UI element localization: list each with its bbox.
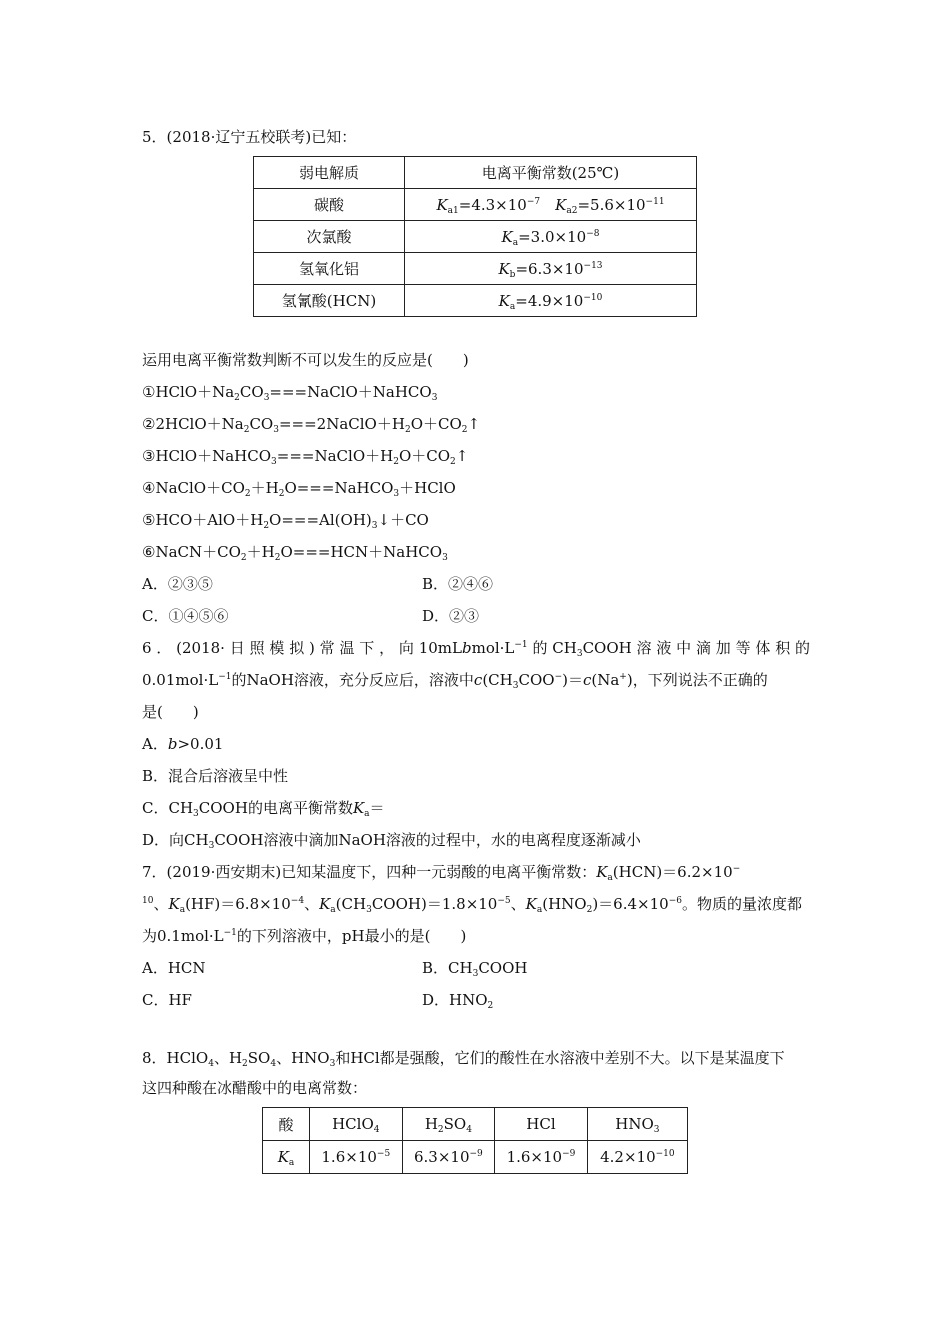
table-cell: $K_b=6.3\times 10^{-13}$ <box>405 253 697 285</box>
q5-header: 5．(2018·辽宁五校联考)已知： <box>142 128 357 146</box>
table-row <box>263 1141 688 1174</box>
q6-stem-line-2: $0.01mol\cdot L^{-1}$的NaOH溶液，充分反应后，溶液中$c(CH_3COO^-)=c(Na^+)$，下列说法不正确的 <box>142 671 768 691</box>
table-header-cell: 弱电解质 <box>254 157 405 189</box>
q5-reaction-3: $③HClO+NaHCO_3===NaClO+H_2O+CO_2↑$ <box>142 447 469 467</box>
table-row <box>254 189 697 221</box>
q5-option-b: B．②④⑥ <box>422 575 494 593</box>
table-cell: 氢氰酸(HCN) <box>254 285 405 317</box>
q5-question: 运用电离平衡常数判断不可以发生的反应是( ) <box>142 351 469 369</box>
q8-stem-line-1: 8．HClO$_4$、$H_2SO_4$、$HNO_3$和HCl都是强酸，它们的酸性在水溶液中差别不大。以下是某温度下 <box>142 1049 785 1069</box>
q7-option-d: D．$HNO_2$ <box>422 991 494 1011</box>
q5-reaction-1: $①HClO+Na_2CO_3===NaClO+NaHCO_3$ <box>142 383 438 403</box>
q5-option-d: D．②③ <box>422 607 480 625</box>
q6-stem-line-3: 是( ) <box>142 703 199 721</box>
table-header-cell: 酸 <box>263 1108 310 1141</box>
q5-reaction-2: $②2HClO+Na_2CO_3===2NaClO+H_2O+CO_2↑$ <box>142 415 481 435</box>
table-cell: 碳酸 <box>254 189 405 221</box>
table-cell: $4.2\times 10^{-10}$ <box>587 1141 687 1174</box>
table-header-cell: $HNO_3$ <box>587 1108 687 1141</box>
q7-option-b: B．$CH_3COOH$ <box>422 959 528 979</box>
table-cell: $6.3\times 10^{-9}$ <box>402 1141 495 1174</box>
table-row <box>254 157 697 189</box>
q7-option-a: A．HCN <box>142 959 206 977</box>
table-cell: 氢氧化铝 <box>254 253 405 285</box>
q5-table <box>253 156 697 317</box>
q5-option-a: A．②③⑤ <box>142 575 213 593</box>
q5-reaction-6: $⑥NaCN+CO_2+H_2O===HCN+NaHCO_3$ <box>142 543 448 563</box>
table-cell: $K_a$ <box>263 1141 310 1174</box>
q8-stem-line-2: 这四种酸在冰醋酸中的电离常数： <box>142 1079 368 1097</box>
table-header-cell: $H_2SO_4$ <box>402 1108 495 1141</box>
table-cell: 次氯酸 <box>254 221 405 253</box>
q7-stem-line-3: 为$0.1mol\cdot L^{-1}$的下列溶液中，pH最小的是( ) <box>142 927 467 945</box>
q5-reaction-4: $④NaClO+CO_2+H_2O===NaHCO_3+HClO$ <box>142 479 456 499</box>
table-row <box>254 285 697 317</box>
q5-reaction-5: $⑤HCO+AlO+H_2O===Al(OH)_3↓+CO$ <box>142 511 429 531</box>
q7-option-c: C．HF <box>142 991 192 1009</box>
table-cell: $1.6\times 10^{-5}$ <box>310 1141 403 1174</box>
q6-stem-line-1: 6．(2018·日照模拟)常温下，向$10mLbmol\cdot L^{-1}$的$CH_3COOH$溶液中滴加等体积的 <box>142 639 811 659</box>
q7-stem-line-2: $^{10}$、$K_a(HF)=6.8\times 10^{-4}$、$K_a(CH_3COOH)=1.8\times 10^{-5}$、$K_a(HNO_2)=6.4\times 10^{-6}$。物质的量浓度都 <box>142 895 802 915</box>
table-cell: $K_a=3.0\times 10^{-8}$ <box>405 221 697 253</box>
table-header-cell: HCl <box>495 1108 588 1141</box>
table-row <box>254 253 697 285</box>
q6-option-d: D．向$CH_3COOH$溶液中滴加NaOH溶液的过程中，水的电离程度逐渐减小 <box>142 831 641 851</box>
table-row <box>254 221 697 253</box>
q6-option-b: B．混合后溶液呈中性 <box>142 767 289 785</box>
table-row <box>263 1108 688 1141</box>
q7-stem-line-1: 7．(2019·西安期末)已知某温度下，四种一元弱酸的电离平衡常数：$K_a(HCN)=6.2\times 10^-$ <box>142 863 741 883</box>
table-cell: $1.6\times 10^{-9}$ <box>495 1141 588 1174</box>
q6-option-c: C．$CH_3COOH$的电离平衡常数$K_a=$ <box>142 799 385 819</box>
table-header-cell: 电离平衡常数(25℃) <box>405 157 697 189</box>
table-header-cell: HClO$_4$ <box>310 1108 403 1141</box>
q8-table <box>262 1107 688 1174</box>
q6-option-a: A．b>0.01 <box>142 735 224 753</box>
table-cell: $K_a=4.9\times 10^{-10}$ <box>405 285 697 317</box>
table-cell: $K_{a1}=4.3\times 10^{-7}$ $K_{a2}=5.6\times 10^{-11}$ <box>405 189 697 221</box>
q5-option-c: C．①④⑤⑥ <box>142 607 229 625</box>
